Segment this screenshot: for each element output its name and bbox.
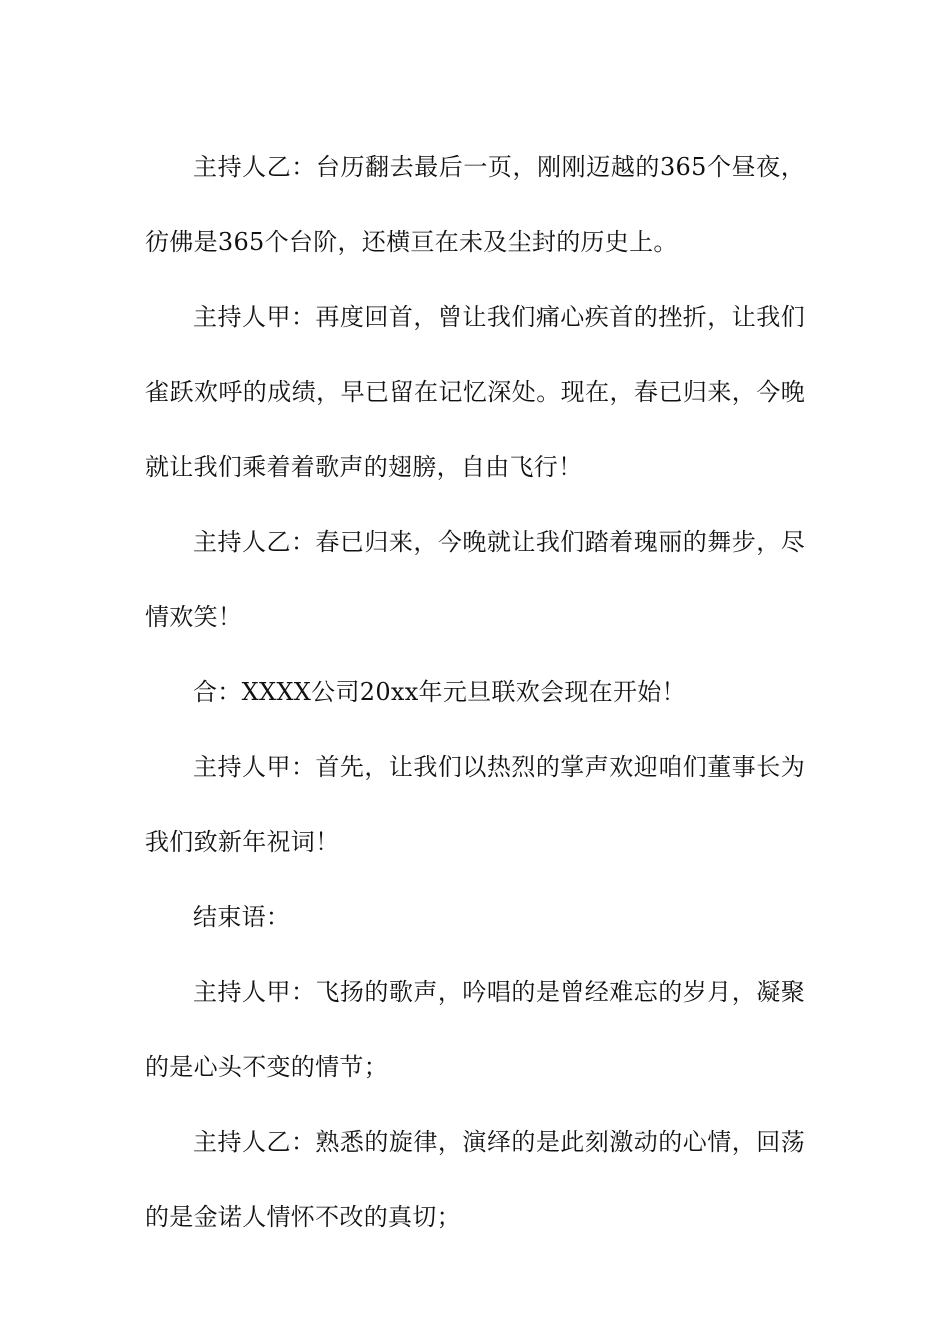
paragraph-host-b-spring: 主持人乙：春已归来，今晚就让我们踏着瑰丽的舞步，尽情欢笑！ [145, 528, 805, 631]
paragraph-host-a-chairman: 主持人甲：首先，让我们以热烈的掌声欢迎咱们董事长为我们致新年祝词！ [145, 753, 805, 856]
paragraph-host-b-closing: 主持人乙：熟悉的旋律，演绎的是此刻激动的心情，回荡的是金诺人情怀不改的真切； [145, 1128, 805, 1231]
paragraph-host-a-closing: 主持人甲：飞扬的歌声，吟唱的是曾经难忘的岁月，凝聚的是心头不变的情节； [145, 978, 805, 1081]
paragraph-host-a-looking-back: 主持人甲：再度回首，曾让我们痛心疾首的挫折，让我们雀跃欢呼的成绩，早已留在记忆深处。现在，春已归来，今晚就让我们乘着着歌声的翅膀，自由飞行！ [145, 303, 805, 481]
document-body [145, 130, 805, 1255]
paragraph-closing-heading: 结束语： [193, 903, 291, 931]
paragraph-host-b-opening: 主持人乙：台历翻去最后一页，刚刚迈越的365个昼夜，彷佛是365个台阶，还横亘在未及尘封的历史上。 [145, 153, 805, 256]
paragraph-together-start: 合：XXXX公司20xx年元旦联欢会现在开始！ [193, 678, 686, 706]
